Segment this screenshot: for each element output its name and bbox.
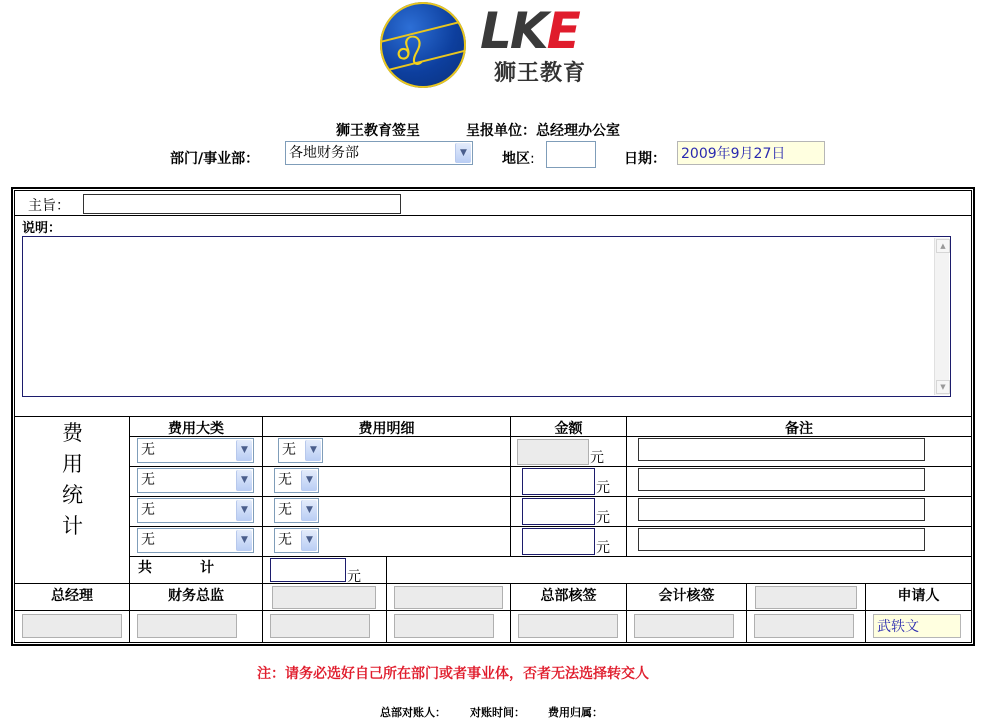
divider: [130, 526, 971, 527]
column-header-detail: 费用明细: [358, 421, 415, 437]
chevron-down-icon: ▼: [236, 500, 252, 521]
remark-input[interactable]: [638, 438, 925, 461]
applicant-field[interactable]: 武轶文: [873, 614, 961, 638]
detail-select[interactable]: 无 ▼: [274, 528, 319, 553]
remark-input[interactable]: [638, 468, 925, 491]
amount-unit: 元: [590, 450, 604, 466]
gm-sign-field[interactable]: [22, 614, 122, 638]
column-header-amount: 金额: [554, 421, 583, 437]
divider: [130, 556, 971, 557]
amount-unit: 元: [596, 510, 610, 526]
subject-input[interactable]: [83, 194, 401, 214]
amount-unit: 元: [596, 540, 610, 556]
chevron-down-icon: ▼: [301, 470, 317, 491]
lion-icon: ♌: [392, 29, 428, 75]
column-header-category: 费用大类: [168, 421, 224, 437]
applicant-label: 申请人: [897, 588, 940, 604]
date-field[interactable]: 2009年9月27日: [677, 141, 825, 165]
remark-input[interactable]: [638, 528, 925, 551]
approval-field[interactable]: [755, 586, 857, 609]
dept-label: 部门/事业部：: [170, 151, 260, 167]
chevron-down-icon: ▼: [236, 440, 252, 461]
chevron-down-icon: ▼: [301, 500, 317, 521]
subject-label: 主旨：: [28, 198, 70, 214]
category-select[interactable]: 无 ▼: [137, 468, 254, 493]
approval-field[interactable]: [270, 614, 370, 638]
date-label: 日期：: [624, 151, 666, 167]
report-unit: 呈报单位：总经理办公室: [466, 123, 620, 139]
region-input[interactable]: [546, 141, 596, 168]
remark-input[interactable]: [638, 498, 925, 521]
chevron-down-icon: ▼: [236, 530, 252, 551]
hq-check-field[interactable]: [518, 614, 618, 638]
scrollbar[interactable]: [934, 238, 949, 395]
divider: [129, 416, 130, 642]
description-textarea[interactable]: [22, 236, 951, 397]
divider: [15, 583, 971, 584]
footer-expense-owner: 费用归属：: [548, 706, 603, 719]
gm-label: 总经理: [51, 588, 93, 604]
total-label: 共 计: [138, 560, 214, 576]
dept-select[interactable]: 各地财务部 ▼: [285, 141, 473, 165]
accounting-check-label: 会计核签: [658, 588, 715, 604]
divider: [746, 583, 747, 642]
chevron-down-icon: ▼: [301, 530, 317, 551]
cfo-label: 财务总监: [168, 588, 224, 604]
warning-note: 注：请务必选好自己所在部门或者事业体，否者无法选择转交人: [257, 666, 649, 682]
expense-side-label: 费 用 统 计: [62, 421, 83, 538]
brand-logo-cn: 狮王教育: [494, 61, 587, 86]
column-header-remark: 备注: [785, 421, 813, 437]
brand-logo-text: LKE: [480, 2, 579, 60]
logo-globe-icon: [380, 2, 466, 88]
chevron-down-icon: ▼: [455, 143, 471, 163]
chevron-down-icon: ▼: [305, 440, 321, 461]
page-title: 狮王教育签呈: [336, 123, 420, 139]
total-unit: 元: [347, 569, 361, 585]
amount-input[interactable]: [522, 498, 595, 525]
chevron-down-icon: ▼: [236, 470, 252, 491]
detail-select[interactable]: 无 ▼: [278, 438, 323, 463]
divider: [15, 215, 971, 216]
approval-field[interactable]: [394, 586, 503, 609]
divider: [15, 416, 971, 417]
amount-input[interactable]: [522, 528, 595, 555]
divider: [130, 496, 971, 497]
amount-unit: 元: [596, 480, 610, 496]
approval-field[interactable]: [272, 586, 376, 609]
divider: [15, 610, 971, 611]
divider: [386, 556, 387, 642]
approval-field[interactable]: [754, 614, 854, 638]
region-label: 地区:: [502, 151, 535, 167]
detail-select[interactable]: 无 ▼: [274, 468, 319, 493]
scroll-up-icon[interactable]: ▲: [936, 239, 950, 253]
accounting-check-field[interactable]: [634, 614, 734, 638]
category-select[interactable]: 无 ▼: [137, 528, 254, 553]
footer-reconciler: 总部对账人：: [380, 706, 446, 719]
divider: [130, 466, 971, 467]
total-input[interactable]: [270, 558, 346, 582]
category-select[interactable]: 无 ▼: [137, 438, 254, 463]
footer-reconcile-time: 对账时间：: [470, 706, 525, 719]
approval-field[interactable]: [394, 614, 494, 638]
amount-input[interactable]: [522, 468, 595, 495]
description-label: 说明：: [22, 221, 62, 236]
detail-select[interactable]: 无 ▼: [274, 498, 319, 523]
hq-check-label: 总部核签: [540, 588, 597, 604]
cfo-sign-field[interactable]: [137, 614, 237, 638]
category-select[interactable]: 无 ▼: [137, 498, 254, 523]
amount-input[interactable]: [517, 439, 589, 465]
scroll-down-icon[interactable]: ▼: [936, 380, 950, 394]
divider: [262, 416, 263, 642]
